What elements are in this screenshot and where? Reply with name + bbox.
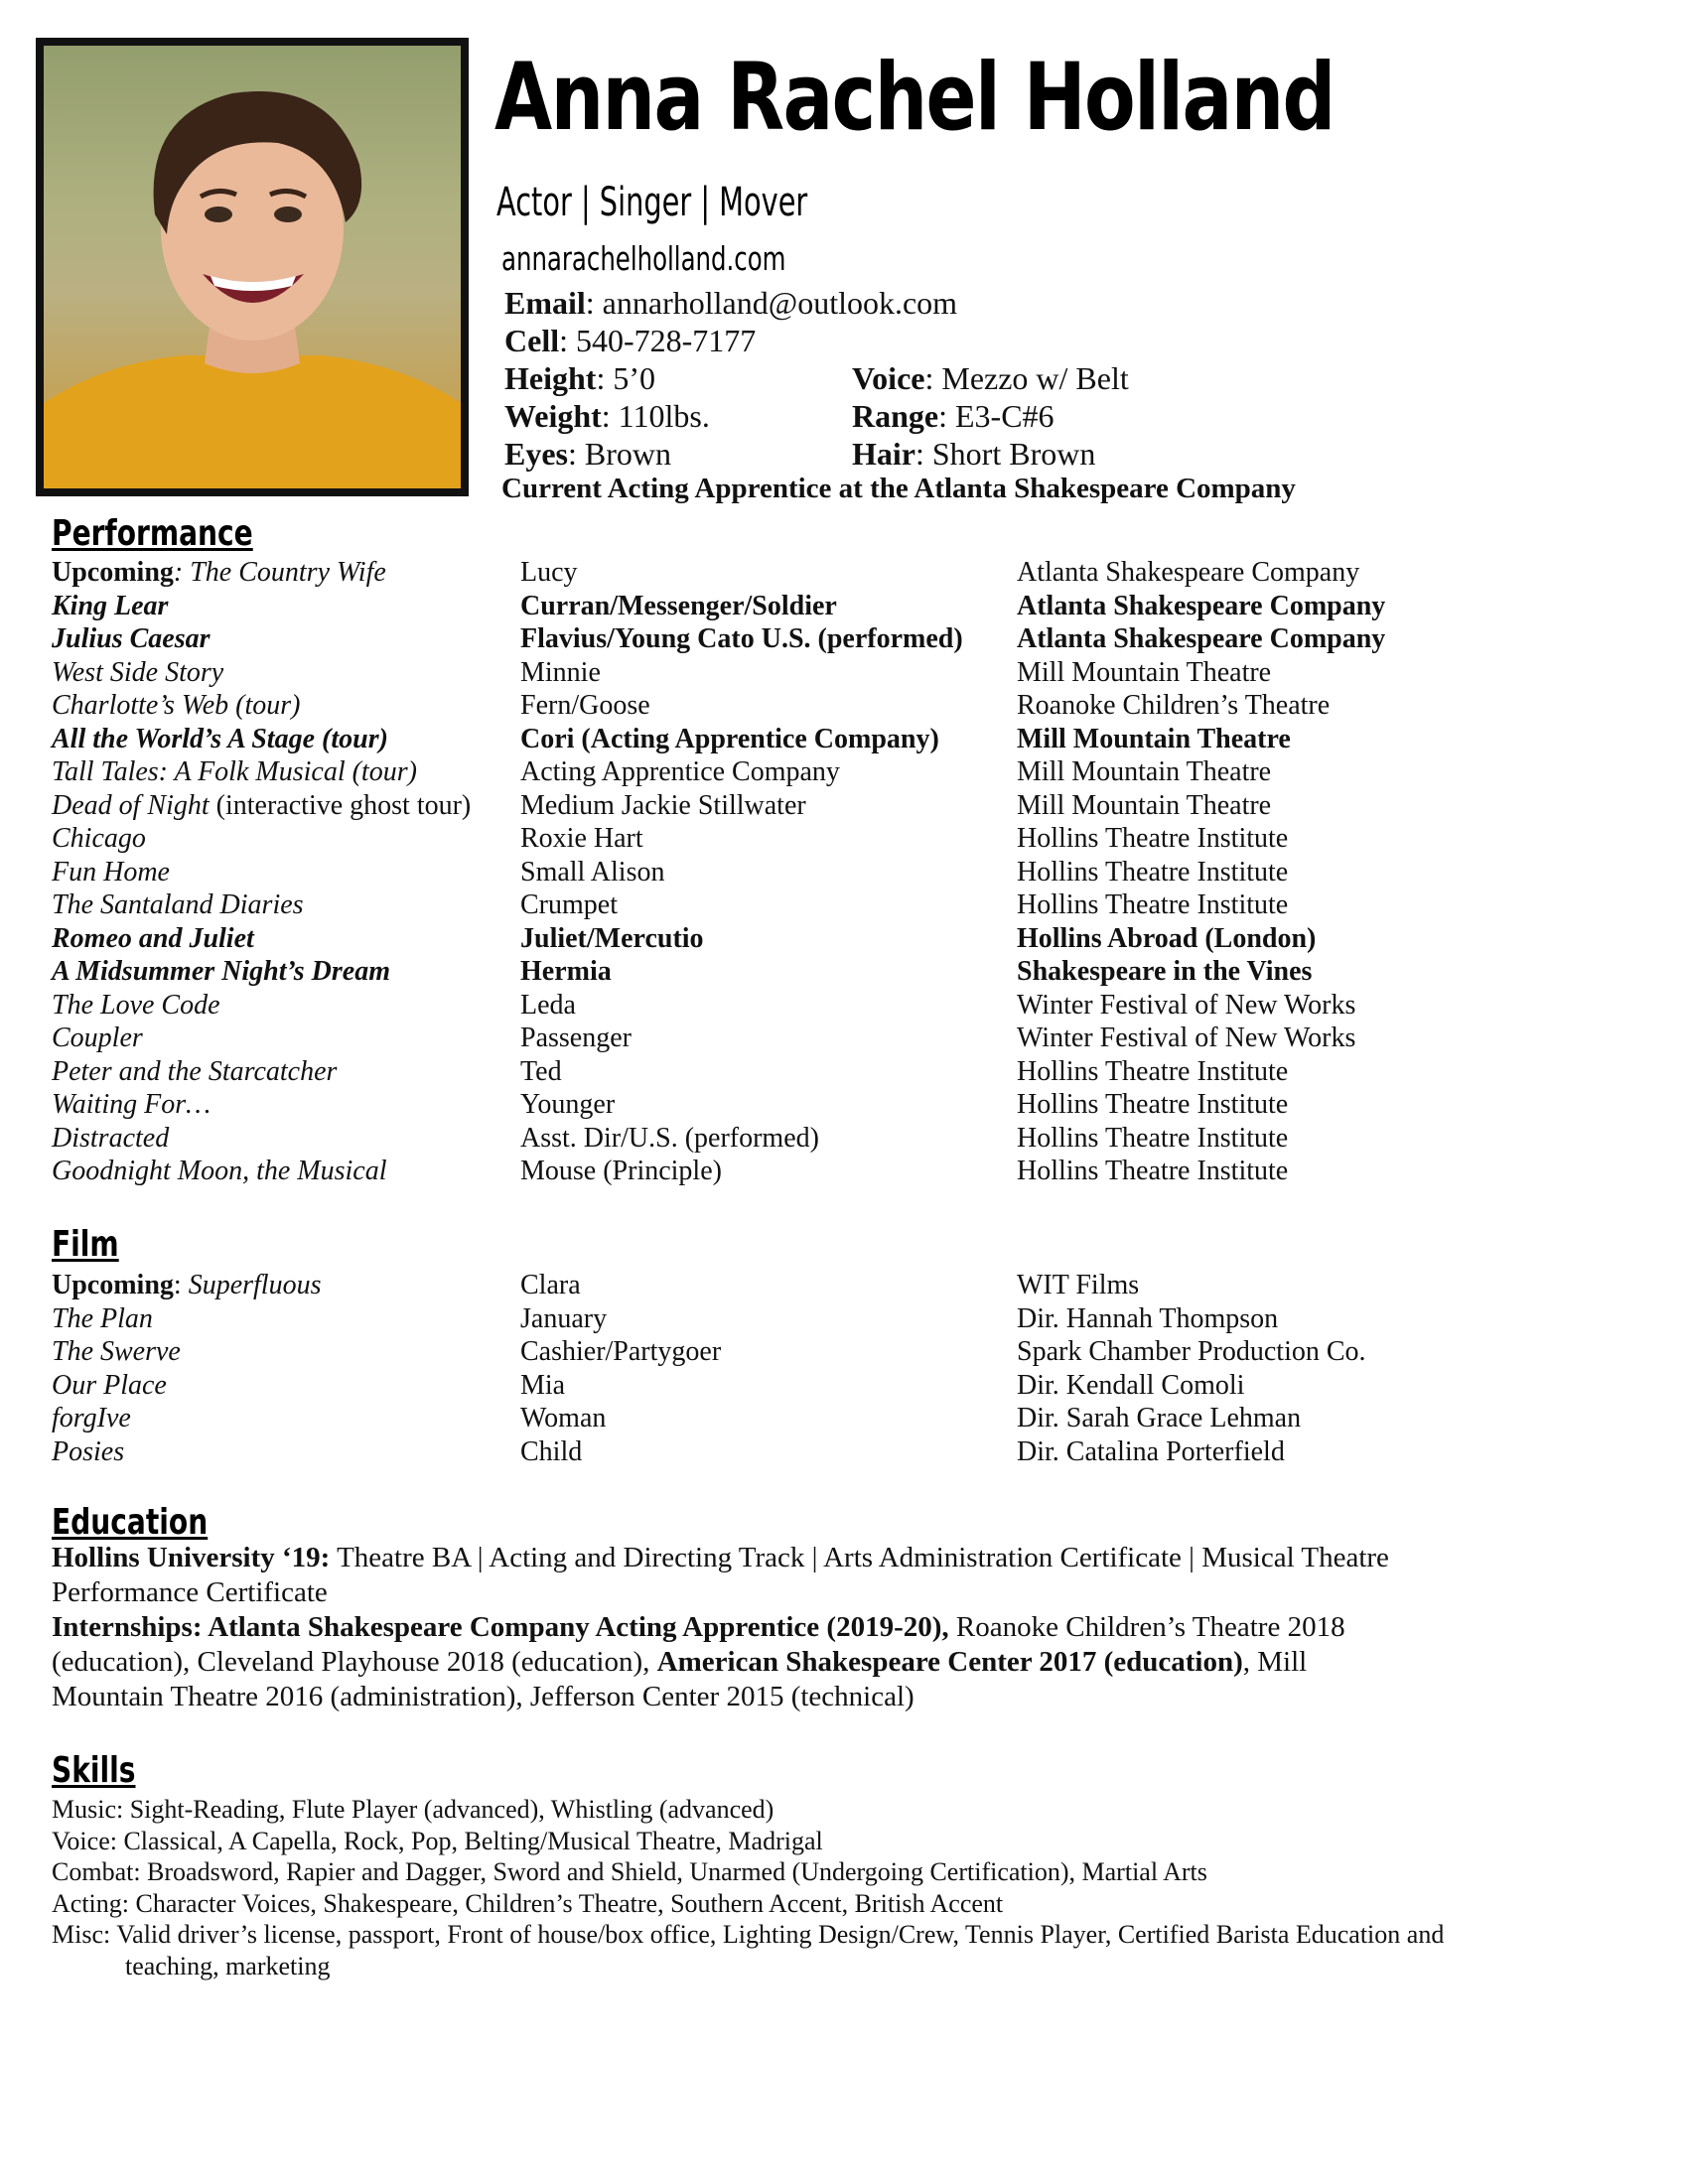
email-line: Email: annarholland@outlook.com [504, 285, 958, 321]
internships-text: Roanoke Children’s Theatre 2018 (education), Cleveland Playhouse 2018 (education), [52, 1611, 1345, 1678]
skill-voice: Voice: Classical, A Capella, Rock, Pop, Belting/Musical Theatre, Madrigal [52, 1826, 823, 1855]
show-cell: Peter and the Starcatcher [52, 1055, 338, 1087]
company-cell: Hollins Abroad (London) [1017, 922, 1317, 954]
company-cell: Atlanta Shakespeare Company [1017, 590, 1386, 621]
company-cell: Dir. Hannah Thompson [1017, 1302, 1279, 1334]
show-cell: Upcoming: Superfluous [52, 1270, 322, 1300]
skill-combat: Combat: Broadsword, Rapier and Dagger, Sword and Shield, Unarmed (Undergoing Certification), Martial Arts [52, 1857, 1207, 1886]
eyes-value: Brown [584, 436, 671, 472]
company-cell: Mill Mountain Theatre [1017, 656, 1272, 688]
company-cell: Shakespeare in the Vines [1017, 956, 1313, 987]
table-row [52, 1055, 1601, 1089]
eyes-label: Eyes [504, 436, 568, 472]
role-cell: Fern/Goose [520, 690, 650, 721]
education-internships [52, 1610, 1422, 1714]
range-value: E3-C#6 [955, 398, 1055, 434]
role-cell: Small Alison [520, 856, 665, 887]
table-row [52, 656, 1601, 690]
role-cell: Minnie [520, 656, 601, 688]
company-cell: Hollins Theatre Institute [1017, 823, 1289, 854]
show-cell: Posies [52, 1435, 125, 1467]
show-cell: King Lear [52, 590, 169, 621]
hair-line: Hair: Short Brown [852, 436, 1096, 472]
table-row [52, 789, 1601, 823]
weight-line: Weight: 110lbs. [504, 398, 710, 434]
weight-label: Weight [504, 398, 602, 434]
role-cell: Juliet/Mercutio [520, 922, 704, 954]
company-cell: Hollins Theatre Institute [1017, 856, 1289, 887]
table-row [52, 755, 1601, 789]
company-cell: Dir. Kendall Comoli [1017, 1369, 1245, 1401]
table-row [52, 822, 1601, 856]
table-row [52, 622, 1601, 656]
table-row [52, 856, 1601, 889]
table-row [52, 689, 1601, 723]
company-cell: Hollins Theatre Institute [1017, 1055, 1289, 1087]
role-cell: Curran/Messenger/Soldier [520, 590, 837, 621]
show-cell: West Side Story [52, 656, 224, 688]
role-cell: Younger [520, 1089, 616, 1120]
table-row [52, 1088, 1601, 1122]
company-cell: Mill Mountain Theatre [1017, 756, 1272, 787]
skill-music: Music: Sight-Reading, Flute Player (advanced), Whistling (advanced) [52, 1795, 774, 1824]
table-row [52, 1435, 1601, 1469]
internships-label: Internships: Atlanta Shakespeare Company Acting Apprentice (2019-20), [52, 1611, 949, 1643]
eyes-line: Eyes: Brown [504, 436, 671, 472]
role-cell: Lucy [520, 557, 578, 588]
show-cell: Dead of Night (interactive ghost tour) [52, 789, 472, 821]
show-cell: Upcoming: The Country Wife [52, 557, 386, 588]
role-cell: Crumpet [520, 889, 618, 920]
role-cell: Asst. Dir/U.S. (performed) [520, 1122, 819, 1154]
current-position: Current Acting Apprentice at the Atlanta Shakespeare Company [501, 473, 1296, 504]
table-row [52, 1122, 1601, 1156]
cell-value: 540-728-7177 [575, 323, 757, 358]
show-cell: Fun Home [52, 856, 170, 887]
role-cell: Leda [520, 989, 576, 1021]
education-heading: Education [52, 1502, 209, 1543]
show-cell: The Swerve [52, 1336, 181, 1367]
company-cell: Atlanta Shakespeare Company [1017, 623, 1386, 654]
internships-highlight: American Shakespeare Center 2017 (education) [656, 1646, 1243, 1678]
company-cell: Hollins Theatre Institute [1017, 1089, 1289, 1120]
role-cell: Child [520, 1435, 583, 1467]
range-line: Range: E3-C#6 [852, 398, 1055, 434]
performance-heading: Performance [52, 513, 253, 554]
show-cell: Goodnight Moon, the Musical [52, 1156, 387, 1186]
show-cell: A Midsummer Night’s Dream [52, 956, 390, 987]
role-cell: Acting Apprentice Company [520, 756, 840, 787]
table-row [52, 989, 1601, 1023]
role-cell: Roxie Hart [520, 823, 643, 854]
show-cell: Waiting For… [52, 1089, 211, 1120]
role-cell: Clara [520, 1270, 581, 1300]
company-cell: Hollins Theatre Institute [1017, 1156, 1289, 1186]
role-cell: January [520, 1302, 608, 1334]
show-cell: Coupler [52, 1023, 143, 1053]
email-label: Email [504, 285, 586, 321]
company-cell: Hollins Theatre Institute [1017, 1122, 1289, 1154]
website-link[interactable]: annarachelholland.com [501, 239, 786, 278]
table-row [52, 1369, 1601, 1403]
table-row [52, 1155, 1601, 1188]
headshot-illustration [44, 46, 461, 488]
table-row [52, 556, 1601, 590]
company-cell: WIT Films [1017, 1270, 1140, 1300]
email-value[interactable]: annarholland@outlook.com [602, 285, 958, 321]
show-cell: Tall Tales: A Folk Musical (tour) [52, 756, 417, 787]
hair-label: Hair [852, 436, 915, 472]
cell-line: Cell: 540-728-7177 [504, 323, 757, 358]
role-cell: Cori (Acting Apprentice Company) [520, 723, 939, 754]
skill-acting: Acting: Character Voices, Shakespeare, Children’s Theatre, Southern Accent, British Accent [52, 1888, 1004, 1918]
tagline: Actor | Singer | Mover [496, 180, 808, 225]
show-cell: Charlotte’s Web (tour) [52, 690, 301, 721]
company-cell: Winter Festival of New Works [1017, 1023, 1356, 1053]
role-cell: Mia [520, 1369, 566, 1401]
film-heading: Film [52, 1224, 119, 1265]
role-cell: Cashier/Partygoer [520, 1336, 722, 1367]
company-cell: Mill Mountain Theatre [1017, 723, 1291, 754]
range-label: Range [852, 398, 939, 434]
show-cell: Distracted [52, 1122, 170, 1154]
film-table [52, 1269, 1601, 1468]
show-cell: forgIve [52, 1403, 131, 1433]
voice-value: Mezzo w/ Belt [941, 360, 1129, 396]
company-cell: Winter Festival of New Works [1017, 989, 1356, 1021]
table-row [52, 1302, 1601, 1336]
education-degree-text: Theatre BA | Acting and Directing Track | Arts Administration Certificate | Musical Theatre Performance Certificate [52, 1542, 1389, 1608]
education-degree [52, 1541, 1422, 1610]
table-row [52, 590, 1601, 623]
weight-value: 110lbs. [618, 398, 710, 434]
skill-misc: Misc: Valid driver’s license, passport, Front of house/box office, Lighting Design/Crew, Tennis Player, Certified Barista Education and teaching, marketing [52, 1920, 1445, 1980]
show-cell: The Santaland Diaries [52, 889, 304, 920]
table-row [52, 955, 1601, 989]
show-cell: Romeo and Juliet [52, 922, 254, 954]
voice-label: Voice [852, 360, 925, 396]
role-cell: Medium Jackie Stillwater [520, 789, 806, 821]
company-cell: Roanoke Children’s Theatre [1017, 690, 1331, 721]
cell-label: Cell [504, 323, 560, 358]
education-school: Hollins University ‘19: [52, 1542, 331, 1573]
table-row [52, 888, 1601, 922]
table-row [52, 1022, 1601, 1055]
performance-table [52, 556, 1601, 1188]
show-cell: The Plan [52, 1302, 153, 1334]
height-label: Height [504, 360, 597, 396]
voice-line: Voice: Mezzo w/ Belt [852, 360, 1129, 396]
table-row [52, 1335, 1601, 1369]
headshot-photo [36, 38, 469, 496]
company-cell: Dir. Catalina Porterfield [1017, 1435, 1285, 1467]
show-cell: The Love Code [52, 989, 220, 1021]
table-row [52, 723, 1601, 756]
show-cell: Chicago [52, 823, 146, 854]
table-row [52, 1402, 1601, 1435]
hair-value: Short Brown [931, 436, 1096, 472]
table-row [52, 922, 1601, 956]
role-cell: Woman [520, 1403, 607, 1433]
table-row [52, 1269, 1601, 1302]
company-cell: Hollins Theatre Institute [1017, 889, 1289, 920]
skills-heading: Skills [52, 1750, 136, 1791]
show-cell: All the World’s A Stage (tour) [52, 723, 388, 754]
company-cell: Atlanta Shakespeare Company [1017, 557, 1360, 588]
candidate-name: Anna Rachel Holland [494, 44, 1335, 152]
role-cell: Hermia [520, 956, 612, 987]
internships-text-end: , Mill Mountain Theatre 2016 (administration), Jefferson Center 2015 (technical) [52, 1646, 1308, 1712]
height-value: 5’0 [613, 360, 655, 396]
role-cell: Mouse (Principle) [520, 1156, 722, 1186]
company-cell: Mill Mountain Theatre [1017, 789, 1272, 821]
company-cell: Dir. Sarah Grace Lehman [1017, 1403, 1302, 1433]
height-line: Height: 5’0 [504, 360, 655, 396]
role-cell: Ted [520, 1055, 562, 1087]
skills-list [52, 1794, 1491, 1981]
company-cell: Spark Chamber Production Co. [1017, 1336, 1366, 1367]
show-cell: Our Place [52, 1369, 167, 1401]
role-cell: Flavius/Young Cato U.S. (performed) [520, 623, 963, 654]
role-cell: Passenger [520, 1023, 632, 1053]
show-cell: Julius Caesar [52, 623, 211, 654]
